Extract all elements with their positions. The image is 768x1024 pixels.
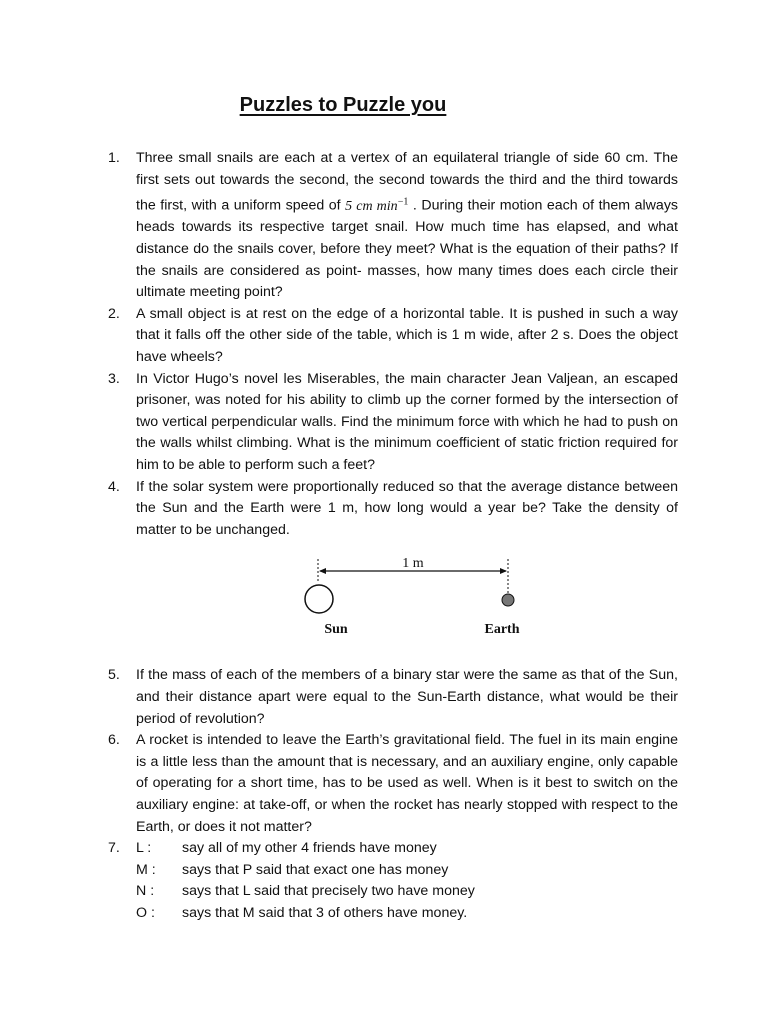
statement-row [136, 838, 678, 860]
puzzle-text: If the mass of each of the members of a binary star were the same as that of the Sun, and their distance apart were equal to the Sun-Earth distance, what would be their period of revolution? [136, 667, 678, 727]
puzzle-number: 4. [108, 478, 120, 495]
sun-label: Sun [324, 622, 348, 638]
puzzle-number: 1. [108, 150, 120, 166]
statement-text: says that L said that precisely two have money [182, 883, 475, 900]
sun-earth-diagram [288, 557, 528, 653]
puzzle-text: If the solar system were proportionally reduced so that the average distance between the Sun and the Earth were 1 m, how long would a year be? Take the density of matter to be unchanged. [136, 478, 678, 538]
speaker-label: L : [136, 840, 152, 857]
speed-value: 5 cm min [345, 198, 398, 214]
puzzle-item-6 [108, 730, 678, 838]
speed-exponent: −1 [397, 196, 409, 208]
statement-row [136, 903, 678, 925]
puzzle-text: A small object is at rest on the edge of a horizontal table. It is pushed in such a way that it falls off the other side of the table, which is 1 m wide, after 2 s. Does the object have wheels? [136, 305, 678, 365]
arrow-right-icon [500, 568, 507, 574]
speaker-label: N : [136, 883, 155, 900]
puzzle-text: A rocket is intended to leave the Earth’s gravitational field. The fuel in its main engine is a little less than the amount that is necessary, and an auxiliary engine, only capable of operating for a short time, has to be used as well. When is it best to switch on the auxiliary engine: at take-off, or when the rocket has nearly stopped with respect to the Earth, or does it not matter? [136, 732, 678, 835]
earth-icon [502, 594, 514, 606]
distance-label: 1 m [402, 557, 424, 572]
sun-icon [305, 585, 333, 613]
puzzle-item-7 [108, 838, 678, 924]
puzzle-number: 6. [108, 732, 120, 749]
speed-formula [345, 196, 409, 214]
arrow-left-icon [319, 568, 326, 574]
speaker-label: M : [136, 861, 156, 878]
puzzle-text: Three small snails are each at a vertex of an equilateral triangle of side 60 cm. The first sets out towards the second, the second towards the third and the third towards the first, with a uniform speed of [136, 150, 678, 214]
puzzle-item-1 [108, 148, 678, 304]
puzzle-item-4 [108, 477, 678, 542]
statement-text: says that P said that exact one has money [182, 861, 449, 878]
page-title: Puzzles to Puzzle you [239, 94, 447, 116]
statement-text: says that M said that 3 of others have money. [182, 904, 468, 921]
statement-row [136, 881, 678, 903]
puzzle-number: 7. [108, 840, 120, 857]
statement-row [136, 860, 678, 882]
puzzle-list [108, 148, 678, 924]
earth-label: Earth [484, 622, 520, 638]
puzzle-item-2 [108, 304, 678, 369]
puzzle-item-3 [108, 369, 678, 477]
speaker-label: O : [136, 904, 155, 921]
puzzle-item-5 [108, 665, 678, 730]
sun-earth-figure [108, 541, 678, 665]
puzzle-number: 5. [108, 667, 120, 684]
puzzle-number: 3. [108, 370, 120, 387]
puzzle-text: In Victor Hugo’s novel les Miserables, the main character Jean Valjean, an escaped prisoner, was noted for his ability to climb up the corner formed by the intersection of two vertical perpendicular walls. Find the minimum force with which he had to push on the walls whilst climbing. What is the minimum coefficient of static friction required for him to be able to perform such a feet? [136, 370, 678, 473]
puzzle-text-continued: . During their motion each of them always heads towards its respective target snail. How much time has elapsed, and what distance do the snails cover, before they meet? What is the equation of their paths? If the snails are considered as point- masses, how many times does each circle their ultimate meeting point? [136, 197, 679, 301]
puzzle-number: 2. [108, 305, 120, 322]
statement-text: say all of my other 4 friends have money [182, 840, 437, 857]
